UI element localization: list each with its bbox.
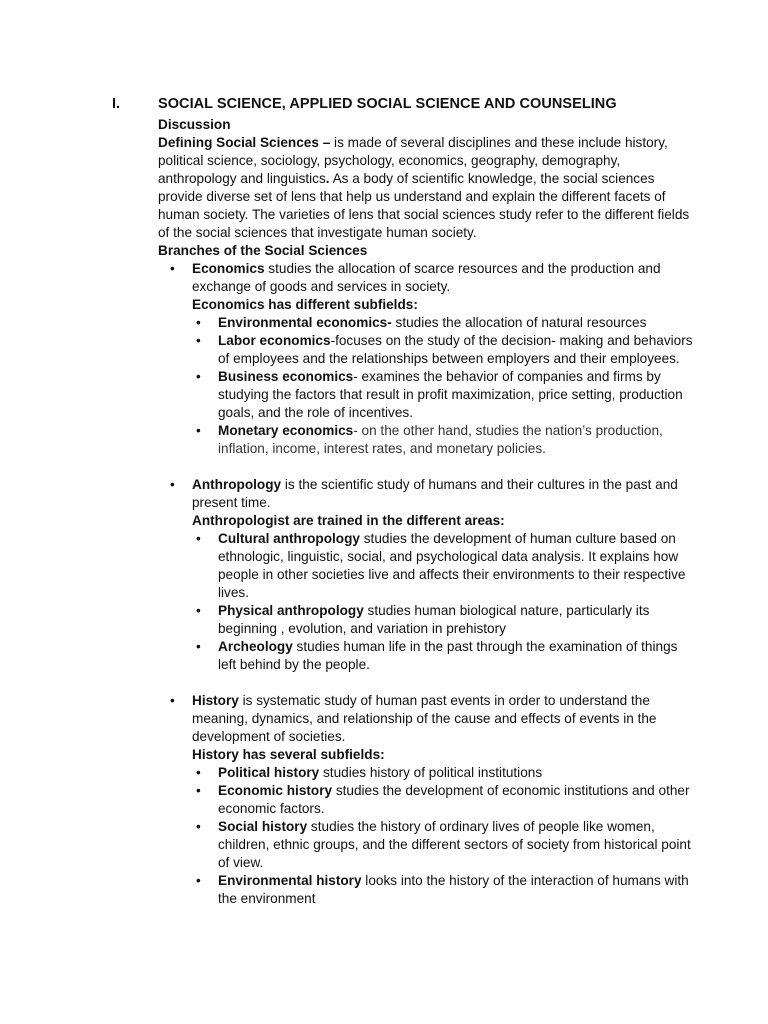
list-item <box>192 602 698 638</box>
subfield-term: Physical anthropology <box>218 603 364 618</box>
definition-text-2: As a body of scientific knowledge, the social sciences provide diverse set of lens that help us understand and explain the different facets of human society. The varieties of lens that social sciences study refer to the different fields of the social sciences that investigate human society. <box>158 171 690 240</box>
subfield-text: studies the development of human culture based on ethnologic, linguistic, social, and psychological data analysis. It explains how people in other societies live and affects their environments to their respective lives. <box>218 531 686 600</box>
subfield-term: Business economics <box>218 369 354 384</box>
list-item-anthropology <box>158 476 698 674</box>
subfield-term: Monetary economics <box>218 423 354 438</box>
anthropology-text: is the scientific study of humans and their cultures in the past and present time. <box>192 477 678 510</box>
list-item <box>192 368 698 422</box>
list-item <box>192 530 698 602</box>
subfield-text: studies human biological nature, particularly its beginning , evolution, and variation in prehistory <box>218 603 650 636</box>
branches-heading: Branches of the Social Sciences <box>158 243 368 258</box>
subfield-term: Environmental economics- <box>218 315 392 330</box>
list-item <box>192 332 698 368</box>
subfield-text: studies the development of economic institutions and other economic factors. <box>218 783 690 816</box>
subfield-text: studies the allocation of natural resources <box>391 315 647 330</box>
list-item <box>192 422 698 458</box>
list-item-history <box>158 692 698 908</box>
list-item <box>192 872 698 908</box>
subfield-text: - examines the behavior of companies and firms by studying the factors that result in profit maximization, price setting, production goals, and the role of incentives. <box>218 369 683 420</box>
history-text: is systematic study of human past events in order to understand the meaning, dynamics, and relationship of the cause and effects of events in the development of societies. <box>192 693 657 744</box>
economics-subheading: Economics has different subfields: <box>192 297 418 312</box>
list-item-economics <box>158 260 698 458</box>
section-title: SOCIAL SCIENCE, APPLIED SOCIAL SCIENCE AND COUNSELING <box>158 96 617 112</box>
anthropology-term: Anthropology <box>192 477 282 492</box>
subfield-term: Cultural anthropology <box>218 531 360 546</box>
discussion-label: Discussion <box>158 117 231 132</box>
subfield-text: - on the other hand, studies the nation’s production, inflation, income, interest rates, and monetary policies. <box>218 423 663 456</box>
list-item <box>192 782 698 818</box>
subfield-term: Environmental history <box>218 873 362 888</box>
economics-text: studies the allocation of scarce resources and the production and exchange of goods and services in society. <box>192 261 661 294</box>
section-numeral: I. <box>112 96 121 112</box>
document-body <box>158 116 698 908</box>
definition-text-1: is made of several disciplines and these include history, political science, sociology, psychology, economics, geography, demography, anthropology and linguistics <box>158 135 668 186</box>
definition-term: Defining Social Sciences – <box>158 135 331 150</box>
list-item <box>192 314 698 332</box>
anthropology-subfields <box>192 530 698 674</box>
subfield-text: studies history of political institutions <box>319 765 543 780</box>
subfield-text: studies human life in the past through the examination of things left behind by the people. <box>218 639 678 672</box>
subfield-text: -focuses on the study of the decision- making and behaviors of employees and the relationships between employers and their employees. <box>218 333 693 366</box>
subfield-term: Labor economics <box>218 333 331 348</box>
history-subfields <box>192 764 698 908</box>
list-item <box>192 638 698 674</box>
history-subheading: History has several subfields: <box>192 747 385 762</box>
list-item <box>192 764 698 782</box>
subfield-term: Political history <box>218 765 320 780</box>
definition-period: . <box>325 171 330 186</box>
history-term: History <box>192 693 239 708</box>
economics-subfields <box>192 314 698 458</box>
subfield-text: looks into the history of the interaction of humans with the environment <box>218 873 689 906</box>
definition-paragraph <box>158 134 698 242</box>
section-heading <box>0 95 768 115</box>
branches-list <box>158 260 698 908</box>
list-item <box>192 818 698 872</box>
subfield-text: studies the history of ordinary lives of people like women, children, ethnic groups, and the different sectors of society from historical point of view. <box>218 819 691 870</box>
anthropology-subheading: Anthropologist are trained in the different areas: <box>192 513 505 528</box>
economics-term: Economics <box>192 261 265 276</box>
subfield-term: Economic history <box>218 783 333 798</box>
subfield-term: Archeology <box>218 639 293 654</box>
subfield-term: Social history <box>218 819 308 834</box>
